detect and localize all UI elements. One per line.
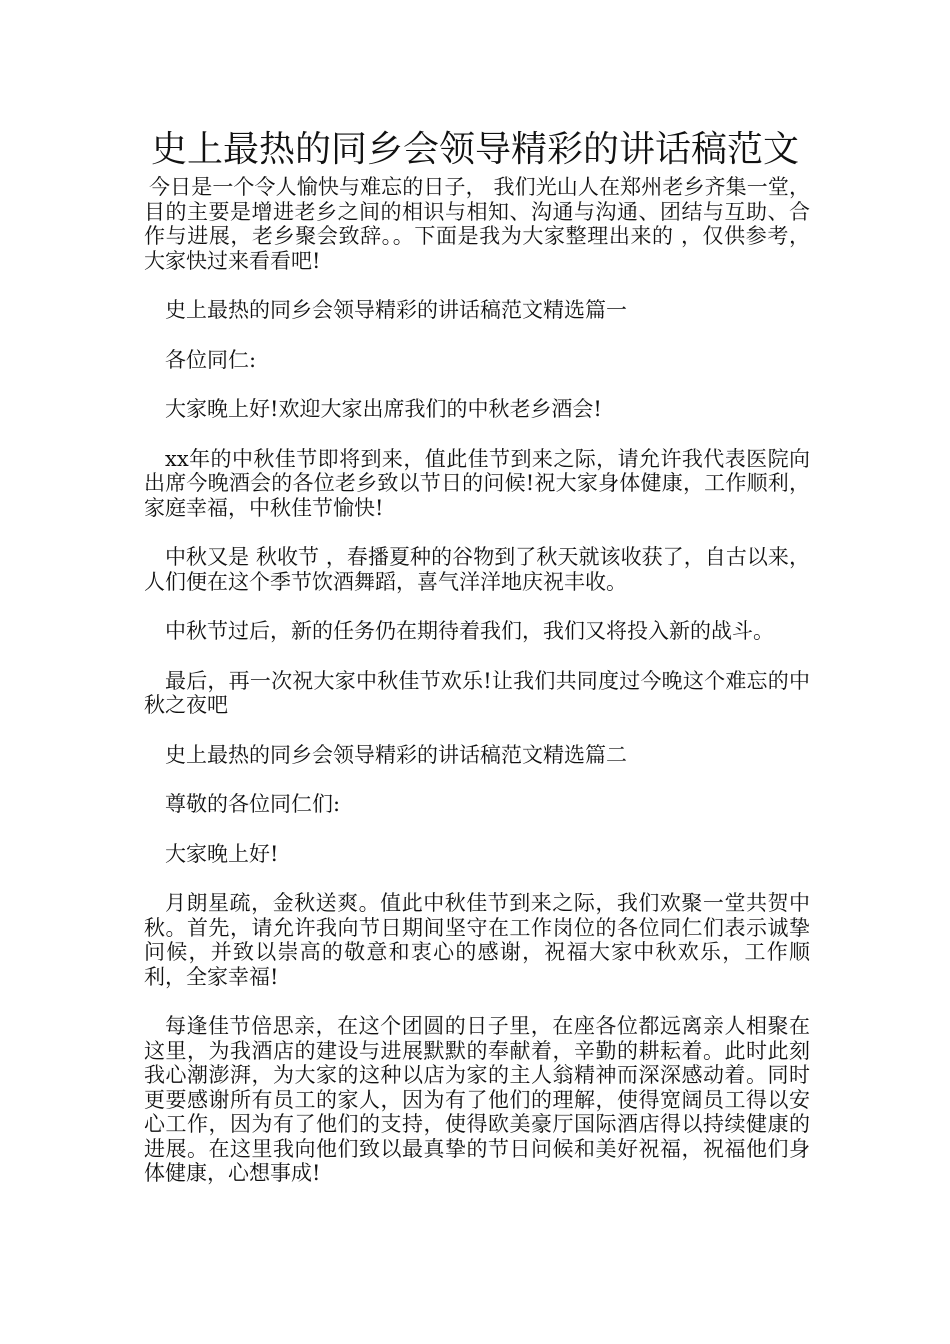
salutation: 各位同仁: <box>165 347 257 372</box>
paragraph: 中秋节过后，新的任务仍在期待着我们，我们又将投入新的战斗。 <box>165 619 774 643</box>
greeting: 大家晚上好! <box>165 841 279 866</box>
paragraph: 每逢佳节倍思亲，在这个团圆的日子里，在座各位都远离亲人相聚在这里，为我酒店的建设与进展默默的奉献着，辛勤的耕耘着。此时此刻我心潮澎湃，为大家的这种以店为家的主人翁精神而深深感动着。同时更要感谢所有员工的家人，因为有了他们的理解，使得宽阔员工得以安心工作，因为有了他们的支持，使得欧美豪厅国际酒店得以持续健康的进展。在这里我向他们致以最真挚的节日问候和美好祝福，祝福他们身体健康，心想事成! <box>144 1014 810 1185</box>
document-body <box>144 175 810 1211</box>
paragraph: 最后，再一次祝大家中秋佳节欢乐!让我们共同度过今晚这个难忘的中秋之夜吧 <box>144 668 810 717</box>
paragraph: 月朗星疏，金秋送爽。值此中秋佳节到来之际，我们欢聚一堂共贺中秋。首先，请允许我向节日期间坚守在工作岗位的各位同仁们表示诚挚问候，并致以崇高的敬意和衷心的感谢，祝福大家中秋欢乐，工作顺利，全家幸福! <box>144 891 810 989</box>
salutation: 尊敬的各位同仁们: <box>165 792 341 816</box>
intro-paragraph: 今日是一个令人愉快与难忘的日子， 我们光山人在郑州老乡齐集一堂，目的主要是增进老乡之间的相识与相知、沟通与沟通、团结与互助、合作与进展，老乡聚会致辞。。下面是我为大家整理出来的 ，仅供参考，大家快过来看看吧! <box>144 175 810 273</box>
paragraph: xx年的中秋佳节即将到来，值此佳节到来之际，请允许我代表医院向出席今晚酒会的各位老乡致以节日的问候!祝大家身体健康，工作顺利，家庭幸福，中秋佳节愉快! <box>144 446 810 520</box>
section-heading-2: 史上最热的同乡会领导精彩的讲话稿范文精选篇二 <box>165 742 627 767</box>
section-heading-1: 史上最热的同乡会领导精彩的讲话稿范文精选篇一 <box>165 298 627 322</box>
greeting: 大家晚上好!欢迎大家出席我们的中秋老乡酒会! <box>165 397 602 421</box>
paragraph: 中秋又是 秋收节 ，春播夏种的谷物到了秋天就该收获了，自古以来，人们便在这个季节饮酒舞蹈，喜气洋洋地庆祝丰收。 <box>144 545 810 594</box>
document-title: 史上最热的同乡会领导精彩的讲话稿范文 <box>150 129 799 170</box>
